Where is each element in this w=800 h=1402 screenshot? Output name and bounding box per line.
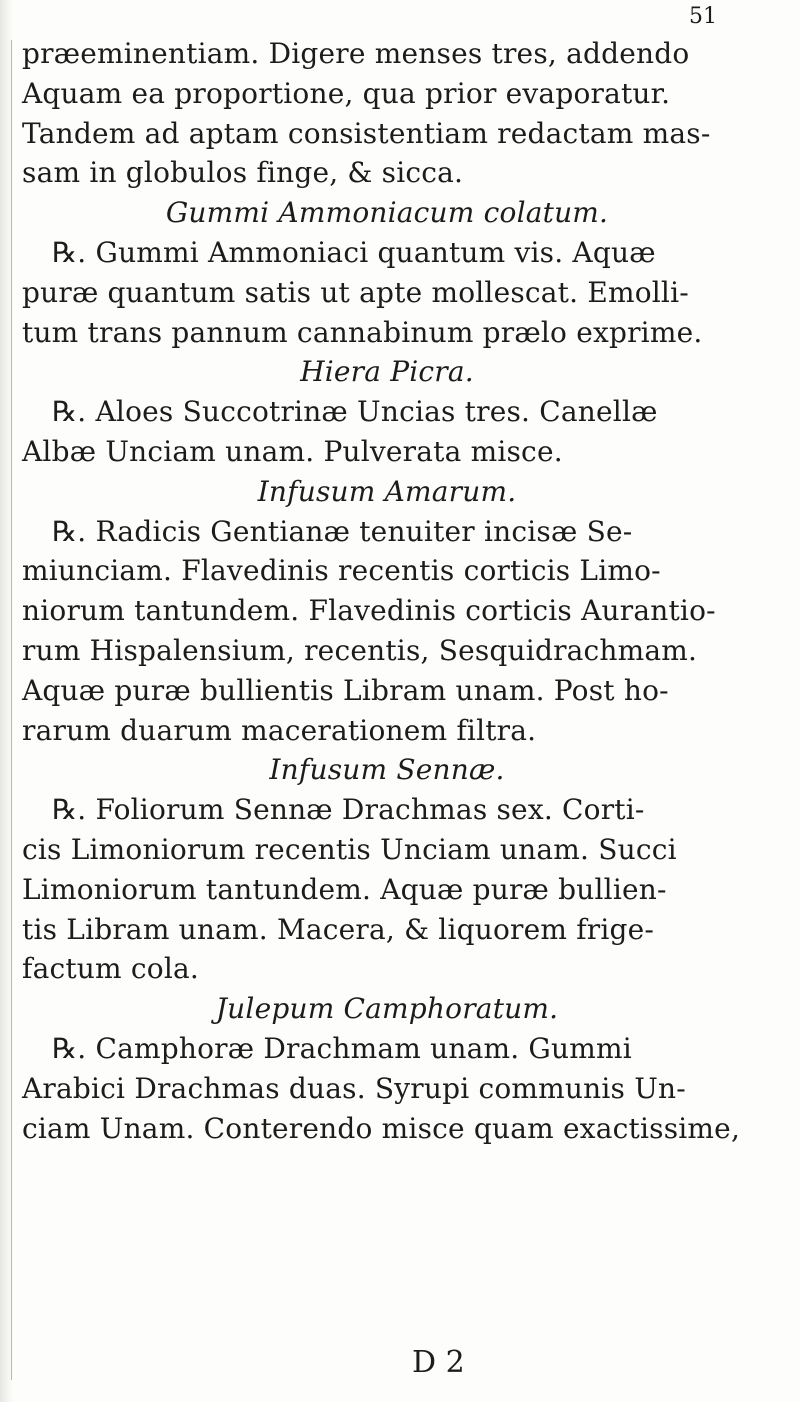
text-line: cis Limoniorum recentis Unciam unam. Succi	[22, 832, 677, 866]
recipe-heading: Hiera Picra.	[300, 355, 474, 389]
text-line: ciam Unam. Conterendo misce quam exactissime,	[22, 1111, 741, 1145]
recipe-heading: Gummi Ammoniacum colatum.	[165, 196, 609, 230]
text-line: præeminentiam. Digere menses tres, addendo	[22, 37, 690, 70]
text-line: factum cola.	[22, 952, 199, 986]
text-line: tum trans pannum cannabinum prælo exprime.	[22, 315, 703, 349]
text-line: tis Libram unam. Macera, & liquorem frige-	[22, 912, 655, 946]
text-line: miunciam. Flavedinis recentis corticis Limo-	[22, 554, 661, 588]
text-line: Tandem ad aptam consistentiam redactam mas-	[22, 116, 711, 150]
text-line: sam in globulos finge, & sicca.	[22, 156, 464, 190]
binding-line	[11, 40, 12, 1380]
page-number: 51	[689, 4, 717, 29]
text-line: rum Hispalensium, recentis, Sesquidrachmam.	[22, 633, 698, 667]
recipe-heading: Julepum Camphoratum.	[215, 992, 559, 1026]
recipe-heading: Infusum Amarum.	[257, 474, 517, 508]
text-line: puræ quantum satis ut apte mollescat. Emolli-	[22, 275, 689, 309]
text-line: ℞. Camphoræ Drachmam unam. Gummi	[52, 1031, 632, 1065]
text-line: Albæ Unciam unam. Pulverata misce.	[22, 434, 563, 468]
text-line: Aquæ puræ bullientis Libram unam. Post ho-	[22, 673, 669, 707]
text-line: ℞. Foliorum Sennæ Drachmas sex. Corti-	[52, 793, 645, 827]
text-line: Arabici Drachmas duas. Syrupi communis Un-	[22, 1071, 686, 1105]
text-block	[22, 34, 792, 1148]
text-line: rarum duarum macerationem filtra.	[22, 713, 537, 747]
text-line: niorum tantundem. Flavedinis corticis Aurantio-	[22, 594, 716, 628]
recipe-heading: Infusum Sennæ.	[269, 753, 505, 787]
text-line: Limoniorum tantundem. Aquæ puræ bullien-	[22, 872, 667, 906]
text-line: ℞. Gummi Ammoniaci quantum vis. Aquæ	[52, 235, 656, 269]
text-line: ℞. Aloes Succotrinæ Uncias tres. Canellæ	[52, 395, 658, 429]
text-line: ℞. Radicis Gentianæ tenuiter incisæ Se-	[52, 514, 633, 548]
text-line: Aquam ea proportione, qua prior evaporatur.	[22, 76, 671, 110]
signature-mark: D 2	[412, 1345, 465, 1380]
